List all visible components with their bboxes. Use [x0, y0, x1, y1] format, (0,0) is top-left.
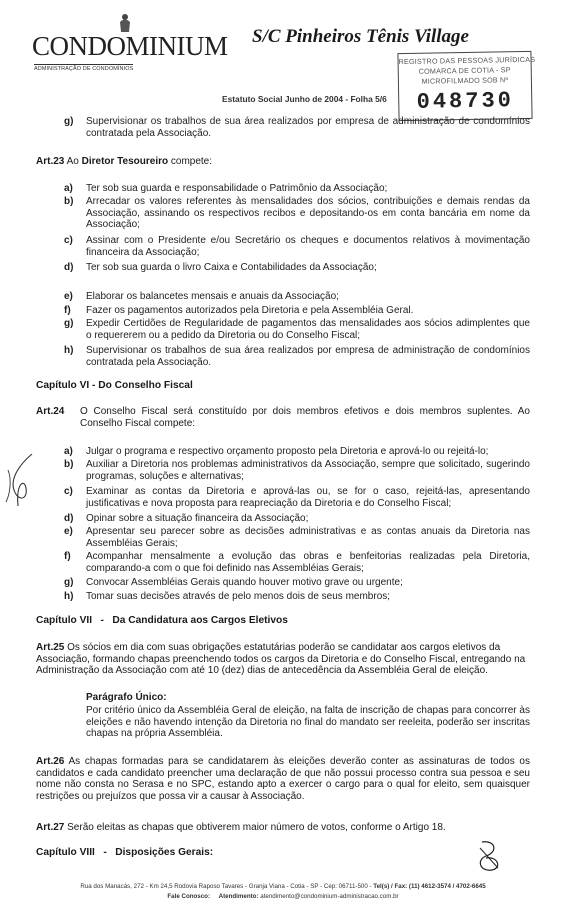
list-item [64, 291, 530, 303]
stamp-line-2: COMARCA DE COTIA - SP [418, 65, 511, 76]
article-number: Art.27 [36, 822, 65, 833]
list-item [64, 591, 530, 603]
registry-stamp [397, 51, 536, 121]
company-logo [26, 12, 228, 72]
item-marker: e) [64, 526, 73, 537]
item-text: Fazer os pagamentos autorizados pela Diretoria e pela Assembléia Geral. [86, 305, 414, 316]
list-item [64, 262, 530, 274]
footer-contact-line [0, 893, 566, 900]
list-item [64, 183, 530, 195]
item-marker: d) [64, 262, 74, 273]
article-23-heading [36, 156, 530, 168]
item-text: Arrecadar os valores referentes às mensalidades dos sócios, contribuições e demais rendas da Associação, assinando os respectivos recibos e depositando-os em conta bancária em nome da Associação; [86, 196, 530, 231]
list-item [64, 459, 530, 482]
article-number: Art.26 [36, 756, 65, 767]
logo-subtext: ADMINISTRAÇÃO DE CONDOMÍNIOS [34, 66, 134, 72]
item-marker: c) [64, 486, 73, 497]
handwritten-signature-icon [474, 838, 504, 876]
item-text: Examinar as contas da Diretoria e aprová-las ou, se for o caso, rejeitá-las, apresentando justificativas e nova proposta para reapreciação da Diretoria e do Conselho Fiscal; [86, 486, 530, 509]
footer-contact-label: Fale Conosco: [167, 893, 211, 900]
item-text: Convocar Assembléias Gerais quando houver motivo grave ou urgente; [86, 577, 403, 588]
item-marker: b) [64, 196, 74, 207]
item-marker: a) [64, 446, 73, 457]
list-item [64, 486, 530, 509]
item-marker: c) [64, 235, 73, 246]
item-text: Opinar sobre a situação financeira da Associação; [86, 513, 309, 524]
article-intro-suffix: compete: [170, 156, 213, 167]
item-text: Apresentar seu parecer sobre as decisões administrativas e as contas anuais da Diretoria nas Assembléias Gerais; [86, 526, 530, 549]
item-marker: g) [64, 577, 74, 588]
footer-service-label: Atendimento: [218, 893, 259, 900]
item-marker: b) [64, 459, 74, 470]
item-text: Julgar o programa e respectivo orçamento proposto pela Diretoria e aprová-lo ou rejeitá-lo; [86, 446, 489, 457]
item-text: Ter sob sua guarda e responsabilidade o Patrimônio da Associação; [86, 183, 388, 194]
item-marker: d) [64, 513, 74, 524]
list-item [64, 196, 530, 231]
list-item [64, 345, 530, 368]
chapter-heading: Capítulo VII - Da Candidatura aos Cargos Eletivos [36, 615, 288, 626]
handwritten-initials-icon [2, 450, 42, 510]
article-text: Serão eleitas as chapas que obtiverem maior número de votos, conforme o Artigo 18. [67, 822, 446, 833]
item-text: Acompanhar mensalmente a evolução das obras e benfeitorias realizadas pela Diretoria, comparando-a com o que foi definido nas Assembléias Gerais; [86, 551, 530, 574]
item-text: Supervisionar os trabalhos de sua área realizados por empresa de administração de condomínios contratada pela Associação. [86, 116, 530, 139]
item-marker: a) [64, 183, 73, 194]
paragraph-title: Parágrafo Único: [86, 692, 167, 703]
paragraph-body: Por critério único da Assembléia Geral de eleição, na falta de inscrição de chapas para concorrer às eleições e não havendo intenção da Diretoria no final do mandato ser reeleita, poderão ser inscritas chapas na própria Assembléia. [86, 705, 530, 740]
article-text: Os sócios em dia com suas obrigações estatutárias poderão se candidatar aos cargos eletivos da Associação, formando chapas preenchendo todos os cargos da Diretoria e do Conselho Fiscal, entregando na Administração da Associação com até 10 (dez) dias de antecedência da Assembléia Geral de eleição. [36, 642, 526, 677]
stamp-line-3: MICROFILMADO SOB Nº [421, 75, 509, 86]
document-subtitle: Estatuto Social Junho de 2004 - Folha 5/6 [222, 94, 387, 104]
list-item [64, 526, 530, 549]
item-marker: e) [64, 291, 73, 302]
article-25 [36, 642, 530, 677]
item-marker: f) [64, 305, 71, 316]
item-text: Assinar com o Presidente e/ou Secretário os cheques e documentos relativos à movimentação financeira da Associação; [86, 235, 530, 258]
list-item [64, 305, 530, 317]
logo-wordmark: CONDOMINIUM [32, 31, 228, 61]
footer-address: Rua dos Manacás, 272 - Km 24,5 Rodovia Raposo Tavares - Granja Viana - Cotia - SP - Cep: 06711-500 - [80, 883, 374, 890]
article-text: O Conselho Fiscal será constituído por dois membros efetivos e dois membros suplentes. Ao Conselho Fiscal compete: [80, 406, 530, 429]
chapter-heading: Capítulo VIII - Disposições Gerais: [36, 847, 214, 858]
item-text: Tomar suas decisões através de pelo menos dois de seus membros; [86, 591, 391, 602]
list-item [64, 235, 530, 258]
article-number: Art.25 [36, 642, 65, 653]
list-item [64, 577, 530, 589]
list-item [64, 513, 530, 525]
article-number: Art.23 [36, 156, 65, 167]
article-24-intro [36, 406, 530, 429]
item-marker: h) [64, 345, 74, 356]
item-text: Expedir Certidões de Regularidade de pagamentos das mensalidades aos sócios adimplentes que o requererem ou a pedido da Diretoria ou do Conselho Fiscal; [86, 318, 530, 341]
document-title: S/C Pinheiros Tênis Village [252, 26, 469, 47]
article-intro-prefix: Ao [66, 156, 79, 167]
list-item [64, 551, 530, 574]
article-number: Art.24 [36, 406, 65, 417]
stamp-number: 048730 [416, 88, 515, 115]
article-27 [36, 822, 530, 834]
item-text: Auxiliar a Diretoria nos problemas administrativos da Associação, sempre que solicitado, sugerindo programas, soluções e alternativas; [86, 459, 530, 482]
article-text: As chapas formadas para se candidatarem às eleições deverão conter as assinaturas de todos os candidatos e cada candidato preencher uma declaração de que não possui processo contra sua pessoa e seu nome não consta no Serasa e no SPC, estando apto a exercer o cargo para o qual for eleito, sem quaisquer restrições ou prejuízos que possa vir a causar à Associação. [36, 756, 530, 802]
item-marker: g) [64, 318, 74, 329]
paragraph-text [86, 705, 530, 740]
item-text: Ter sob sua guarda o livro Caixa e Contabilidades da Associação; [86, 262, 377, 273]
item-marker: h) [64, 591, 74, 602]
footer-phone: Tel(s) / Fax: (11) 4612-3574 / 4702-6645 [373, 883, 486, 890]
chapter-heading: Capítulo VI - Do Conselho Fiscal [36, 380, 193, 391]
footer-address-line [0, 883, 566, 890]
item-text: Supervisionar os trabalhos de sua área realizados por empresa de administração de condomínios contratada pela Associação. [86, 345, 530, 368]
stamp-line-1: REGISTRO DAS PESSOAS JURÍDICAS [398, 54, 536, 67]
footer-email[interactable]: atendimento@condominium-administracao.com.br [260, 893, 399, 900]
list-item [64, 446, 530, 458]
list-item [64, 116, 530, 139]
item-text: Elaborar os balancetes mensais e anuais da Associação; [86, 291, 339, 302]
item-marker: g) [64, 116, 74, 127]
list-item [64, 318, 530, 341]
article-26 [36, 756, 530, 802]
item-marker: f) [64, 551, 71, 562]
article-role: Diretor Tesoureiro [81, 156, 169, 167]
